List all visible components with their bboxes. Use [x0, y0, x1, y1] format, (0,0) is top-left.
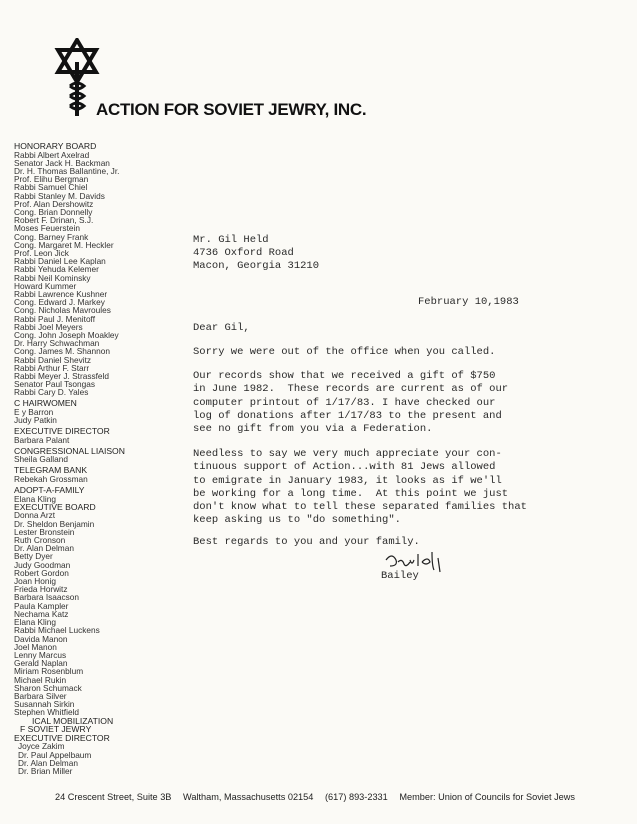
paragraph-line: computer printout of 1/17/83. I have checked our [193, 396, 496, 409]
board-member-name: Frieda Horwitz [14, 584, 68, 595]
paragraph-line: log of donations after 1/17/83 to the present and [193, 409, 502, 422]
recipient-name: Mr. Gil Held [193, 234, 269, 246]
board-member-name: Dr. H. Thomas Ballantine, Jr. [14, 166, 120, 176]
board-member-name: Barbara Isaacson [14, 592, 80, 603]
letterhead-footer [55, 792, 584, 802]
board-member-name: Davida Manon [14, 633, 68, 644]
board-member-name: Cong. John Joseph Moakley [14, 330, 119, 341]
board-member-name: Betty Dyer [14, 551, 53, 562]
board-member-name: Senator Paul Tsongas [14, 379, 96, 390]
executive-director-list [14, 436, 189, 444]
board-member-name: Prof. Leon Jick [14, 248, 69, 259]
board-member-name: Rabbi Albert Axelrad [14, 149, 90, 160]
board-member-name: Rabbi Yehuda Kelemer [14, 264, 99, 275]
board-member-name: Cong. Edward J. Markey [14, 297, 105, 308]
paragraph-line: keep asking us to "do something". [193, 514, 401, 527]
board-member-name: Rabbi Joel Meyers [14, 321, 83, 332]
board-member-name: Rabbi Arthur F. Starr [14, 362, 90, 373]
board-member-name: Cong. Nicholas Mavroules [14, 305, 111, 316]
telegram-bank-title: TELEGRAM BANK [14, 465, 88, 476]
board-member-name: Elana Kling [14, 493, 56, 504]
board-member-name: Dr. Paul Appelbaum [18, 749, 92, 760]
board-member-name: Michael Rukin [14, 674, 67, 685]
board-member-name: Dr. Alan Delman [14, 543, 74, 554]
paragraph-line: be working for a long time. At this point we just [193, 487, 509, 500]
board-member-name: Dr. Brian Miller [18, 765, 73, 776]
congressional-liaison-title: CONGRESSIONAL LIAISON [14, 445, 125, 456]
board-member-name: Joel Manon [14, 641, 57, 652]
board-member-name: Rabbi Michael Luckens [14, 625, 100, 636]
paragraph-line: tinuous support of Action...with 81 Jews allowed [193, 461, 496, 474]
board-member-name: Barbara Palant [14, 434, 70, 445]
board-member-name: Rabbi Neil Kominsky [14, 272, 91, 283]
paragraph-line: don't know what to tell these separated families that [193, 501, 527, 514]
letterhead-sidebar [14, 142, 189, 775]
recipient-address [193, 234, 603, 273]
board-member-name: Rabbi Stanley M. Davids [14, 190, 105, 201]
board-member-name: Miriam Rosenblum [14, 666, 84, 677]
medical-mobilization-list [14, 742, 189, 775]
board-member-name: Cong. Brian Donnelly [14, 207, 93, 218]
board-member-name: Gerald Naplan [14, 658, 68, 669]
paragraph-3 [193, 448, 603, 528]
adopt-a-family-title: ADOPT-A-FAMILY [14, 485, 85, 496]
board-member-name: Cong. James M. Shannon [14, 346, 110, 357]
board-member-name: Ruth Cronson [14, 535, 66, 546]
board-member-name: Moses Feuerstein [14, 223, 80, 234]
cochairwomen-title: C HAIRWOMEN [14, 398, 77, 409]
paragraph-line: Needless to say we very much appreciate your con- [193, 448, 502, 460]
paragraph-line: in June 1982. These records are current as of our [193, 383, 509, 396]
signer-name: Bailey [381, 570, 419, 582]
board-member-name: Howard Kummer [14, 280, 77, 291]
executive-director-title: EXECUTIVE DIRECTOR [14, 426, 110, 437]
recipient-street: 4736 Oxford Road [193, 247, 294, 259]
board-member-name: Rabbi Cary D. Yales [14, 387, 89, 398]
board-member-name: Joyce Zakim [18, 741, 65, 752]
board-member-name: Judy Goodman [14, 559, 71, 570]
medical-mobilization-title: ICAL MOBILIZATION [32, 715, 114, 726]
telegram-bank-list [14, 475, 189, 483]
board-member-name: Prof. Alan Dershowitz [14, 198, 94, 209]
footer-phone: (617) 893-2331 [324, 792, 388, 802]
board-member-name: Senator Jack H. Backman [14, 157, 110, 168]
footer-member: Member: Union of Councils for Soviet Jews [399, 792, 575, 802]
medical-mobilization-subtitle: F SOVIET JEWRY [20, 724, 92, 735]
board-member-name: Robert Gordon [14, 567, 69, 578]
footer-address: 24 Crescent Street, Suite 3B [55, 792, 172, 802]
honorary-board-title: HONORARY BOARD [14, 141, 97, 151]
board-member-name: Elana Kling [14, 617, 56, 628]
paragraph-line: to emigrate in January 1983, it looks as if we'll [193, 474, 502, 487]
board-member-name: Dr. Sheldon Benjamin [14, 518, 95, 529]
organization-name: ACTION FOR SOVIET JEWRY, INC. [96, 100, 367, 119]
honorary-board-list [14, 151, 189, 397]
executive-board-list [14, 511, 189, 716]
salutation: Dear Gil, [193, 322, 250, 334]
executive-board-title: EXECUTIVE BOARD [14, 501, 96, 512]
board-member-name: Prof. Elihu Bergman [14, 174, 89, 185]
board-member-name: Cong. Margaret M. Heckler [14, 239, 114, 250]
board-member-name: E y Barron [14, 407, 54, 418]
cochairwomen-list [14, 408, 189, 424]
board-member-name: Lenny Marcus [14, 649, 67, 660]
footer-city: Waltham, Massachusetts 02154 [183, 792, 314, 802]
board-member-name: Judy Patkin [14, 415, 57, 426]
board-member-name: Donna Arzt [14, 510, 56, 521]
board-member-name: Nechama Katz [14, 608, 69, 619]
board-member-name: Cong. Barney Frank [14, 231, 89, 242]
paragraph-line: Sorry we were out of the office when you called. [193, 346, 496, 358]
recipient-city: Macon, Georgia 31210 [193, 260, 320, 272]
board-member-name: Dr. Harry Schwachman [14, 338, 100, 349]
board-member-name: Lester Bronstein [14, 526, 75, 537]
paragraph-line: see no gift from you via a Federation. [193, 423, 433, 436]
paragraph-1 [193, 346, 603, 359]
board-member-name: Joan Honig [14, 576, 56, 587]
congressional-liaison-list [14, 455, 189, 463]
paragraph-2 [193, 370, 603, 436]
board-member-name: Stephen Whitfield [14, 707, 80, 718]
board-member-name: Robert F. Drinan, S.J. [14, 215, 94, 226]
board-member-name: Susannah Sirkin [14, 699, 75, 710]
board-member-name: Paula Kampler [14, 600, 69, 611]
board-member-name: Rabbi Lawrence Kushner [14, 289, 108, 300]
board-member-name: Rabbi Samuel Chiel [14, 182, 88, 193]
closing-line: Best regards to you and your family. [193, 536, 420, 548]
board-member-name: Rabbi Meyer J. Strassfeld [14, 371, 109, 382]
paragraph-line: Our records show that we received a gift of $750 [193, 370, 496, 382]
board-member-name: Rebekah Grossman [14, 474, 88, 485]
board-member-name: Rabbi Daniel Shevitz [14, 354, 92, 365]
letter-date: February 10,1983 [418, 296, 519, 308]
board-member-name: Rabbi Paul J. Menitoff [14, 313, 96, 324]
board-member-name: Rabbi Daniel Lee Kaplan [14, 256, 106, 267]
board-member-name: Sheila Galland [14, 454, 68, 465]
mm-executive-director-title: EXECUTIVE DIRECTOR [14, 732, 110, 743]
star-of-david-logo [52, 38, 102, 120]
board-member-name: Barbara Silver [14, 690, 67, 701]
board-member-name: Sharon Schumack [14, 682, 82, 693]
board-member-name: Dr. Alan Delman [18, 757, 78, 768]
